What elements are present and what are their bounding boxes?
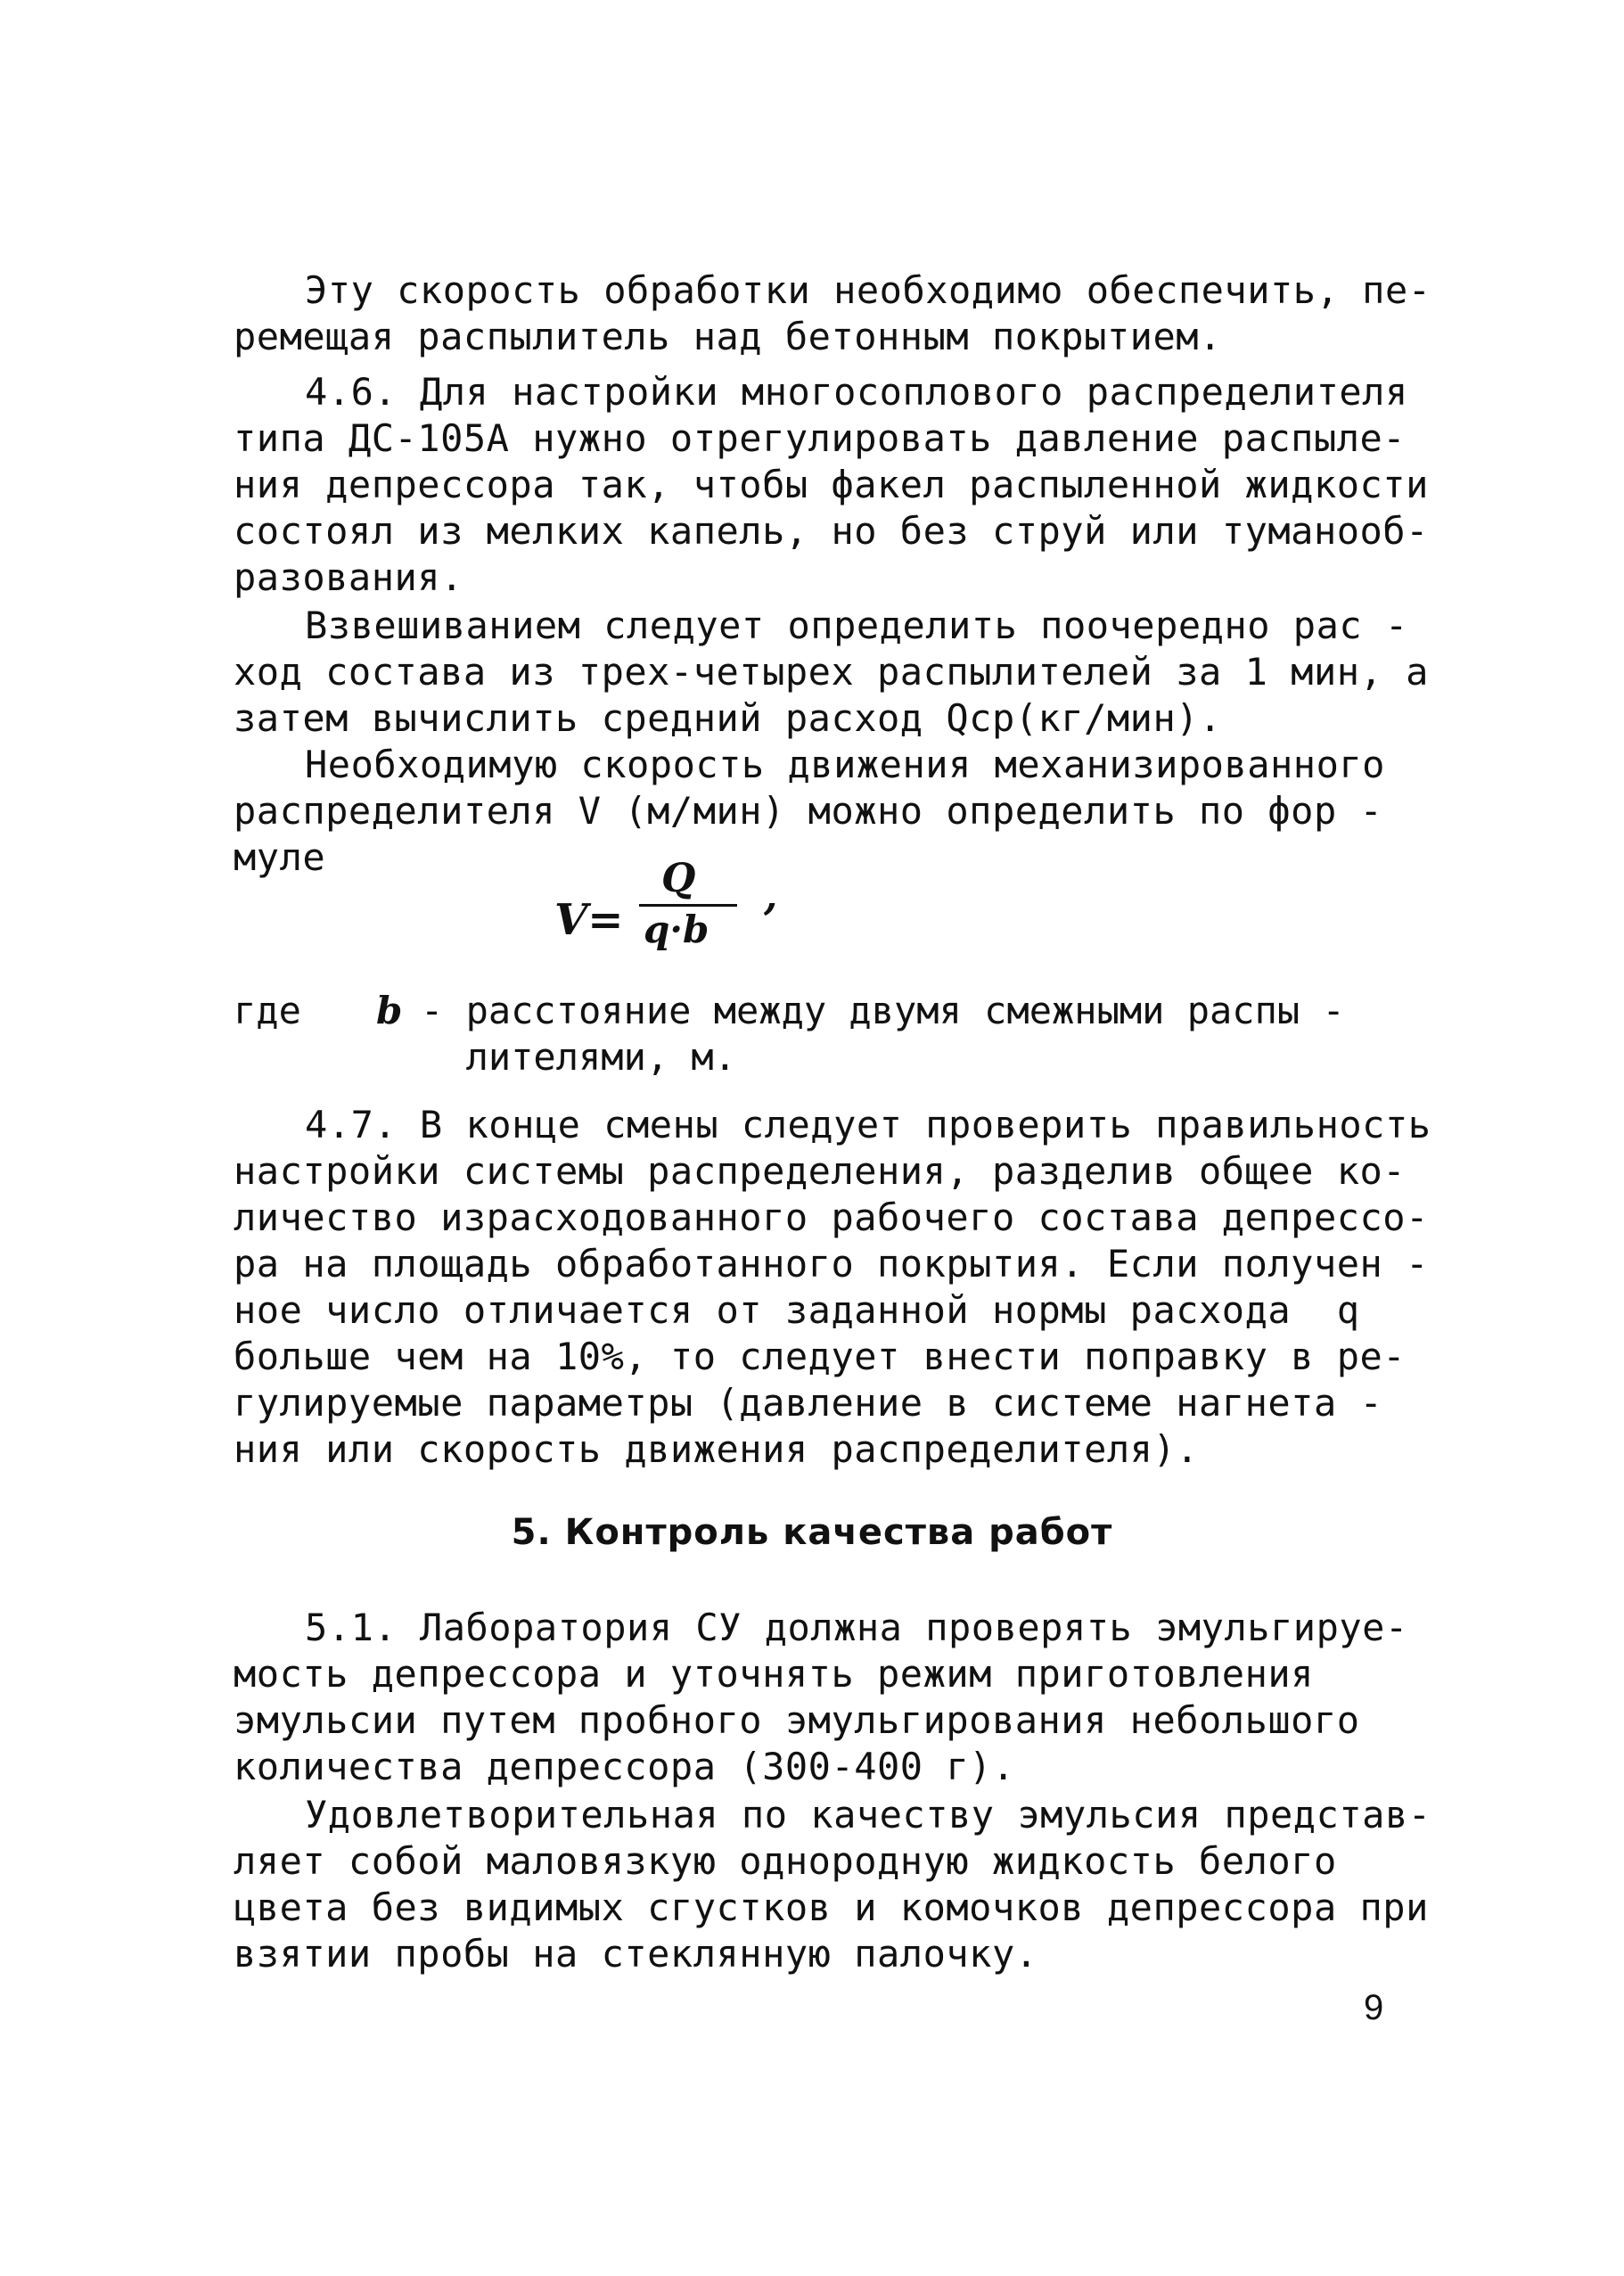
- formula-comma: ,: [764, 874, 778, 919]
- text-line: ляет собой маловязкую однородную жидкость белого: [234, 1839, 1337, 1883]
- formula-numerator: Q: [661, 856, 696, 901]
- text-line: распределителя V (м/мин) можно определить по фор -: [234, 789, 1383, 833]
- text-line: Удовлетворительная по качеству эмульсия представ-: [305, 1793, 1431, 1836]
- section-heading: 5. Контроль качества работ: [511, 1512, 1113, 1553]
- formula-denominator: q·b: [644, 908, 709, 951]
- paragraph-5-1: [234, 1605, 1410, 1790]
- text-line: ход состава из трех-четырех распылителей за 1 мин, а: [234, 650, 1429, 694]
- text-line: ремещая распылитель над бетонным покрытием.: [234, 315, 1222, 358]
- where-symbol: b: [376, 989, 403, 1032]
- text-line: гулируемые параметры (давление в системе нагнета -: [234, 1381, 1383, 1425]
- paragraph-4-6: [234, 369, 1429, 601]
- text-line: количества депрессора (300-400 г).: [234, 1745, 1015, 1788]
- text-line: эмульсии путем пробного эмульгирования небольшого: [234, 1698, 1360, 1742]
- text-line: состоял из мелких капель, но без струй или туманооб-: [234, 509, 1429, 553]
- text-line: ное число отличается от заданной нормы расхода q: [234, 1288, 1360, 1332]
- paragraph-4-7: [234, 1102, 1431, 1473]
- text-line: цвета без видимых сгустков и комочков депрессора при: [234, 1886, 1429, 1929]
- speed-formula: [554, 856, 857, 963]
- text-line: 4.7. В конце смены следует проверить правильность: [305, 1103, 1431, 1146]
- text-line: затем вычислить средний расход Qср(кг/мин).: [234, 696, 1222, 740]
- text-line: Взвешиванием следует определить поочередно рас -: [305, 604, 1408, 647]
- where-description: [421, 988, 1410, 1080]
- paragraph-weighing: [234, 603, 1429, 742]
- text-line: типа ДС-105А нужно отрегулировать давление распыле-: [234, 416, 1407, 460]
- text-line: личество израсходованного рабочего состава депрессо-: [234, 1196, 1429, 1239]
- text-line: Эту скорость обработки необходимо обеспечить, пе-: [305, 268, 1431, 312]
- text-line: мость депрессора и уточнять режим приготовления: [234, 1652, 1314, 1696]
- formula-lhs: V=: [554, 895, 624, 945]
- text-line: ния или скорость движения распределителя).: [234, 1427, 1200, 1471]
- text-line: муле: [234, 835, 326, 879]
- paragraph-processing-speed: [234, 267, 1431, 360]
- text-line: взятии пробы на стеклянную палочку.: [234, 1932, 1038, 1976]
- where-label: где: [234, 989, 301, 1032]
- text-line: разования.: [234, 555, 463, 599]
- text-line: лителями, м.: [421, 1035, 737, 1079]
- text-line: - расстояние между двумя смежными распы -: [421, 989, 1345, 1032]
- text-line: 5.1. Лаборатория СУ должна проверять эмульгируе-: [305, 1606, 1408, 1649]
- text-line: Необходимую скорость движения механизированного: [305, 743, 1385, 786]
- paragraph-emulsion: [234, 1792, 1431, 1977]
- text-line: больше чем на 10%, то следует внести поправку в ре-: [234, 1335, 1407, 1378]
- text-line: настройки системы распределения, разделив общее ко-: [234, 1149, 1407, 1193]
- fraction-bar: [639, 904, 737, 907]
- text-line: ния депрессора так, чтобы факел распыленной жидкости: [234, 463, 1429, 506]
- text-line: ра на площадь обработанного покрытия. Если получен -: [234, 1242, 1429, 1286]
- page-number: 9: [1364, 1988, 1384, 2027]
- text-line: 4.6. Для настройки многосоплового распределителя: [305, 370, 1408, 414]
